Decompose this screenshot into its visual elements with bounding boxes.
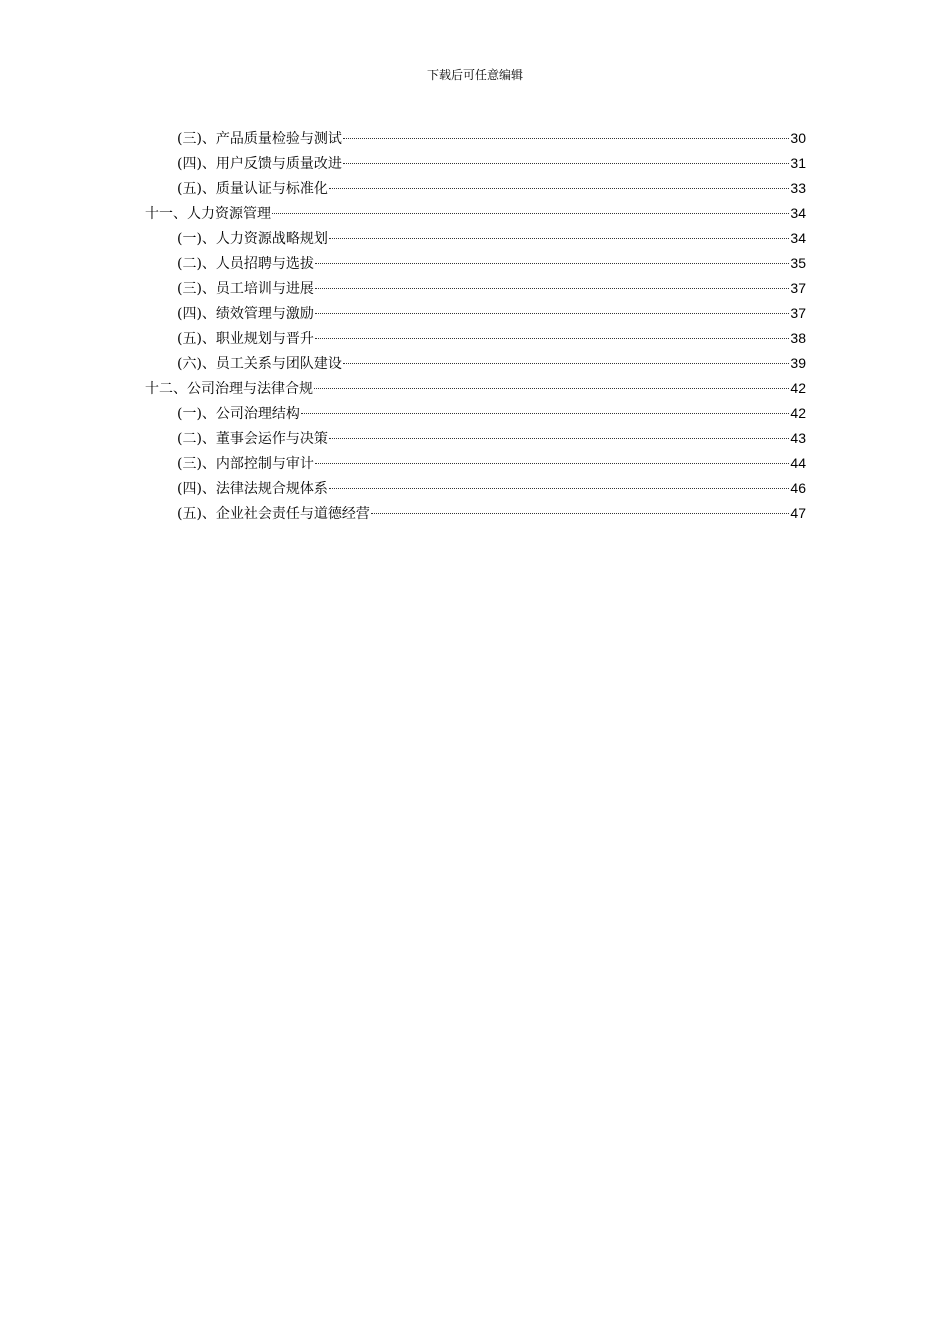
toc-entry-title: 十二、公司治理与法律合规 [145,381,313,397]
toc-dot-leader [315,313,789,314]
toc-entry-title: (四)、法律法规合规体系 [177,481,328,497]
toc-section-entry[interactable] [145,151,806,176]
toc-dot-leader [329,188,789,189]
toc-entry-page-number: 35 [790,255,806,271]
toc-dot-leader [343,363,789,364]
toc-entry-title: (五)、企业社会责任与道德经营 [177,506,370,522]
toc-section-entry[interactable] [145,451,806,476]
toc-entry-title: (三)、内部控制与审计 [177,456,314,472]
toc-entry-page-number: 38 [790,330,806,346]
toc-entry-page-number: 44 [790,455,806,471]
page-header: 下载后可任意编辑 [426,68,523,82]
toc-entry-page-number: 37 [790,280,806,296]
toc-entry-title: (二)、人员招聘与选拔 [177,256,314,272]
toc-entry-page-number: 30 [790,130,806,146]
toc-entry-page-number: 47 [790,505,806,521]
toc-entry-page-number: 34 [790,230,806,246]
toc-section-entry[interactable] [145,226,806,251]
toc-entry-page-number: 37 [790,305,806,321]
toc-dot-leader [371,513,789,514]
toc-dot-leader [315,263,789,264]
table-of-contents [145,126,806,526]
toc-entry-title: 十一、人力资源管理 [145,206,271,222]
toc-section-entry[interactable] [145,126,806,151]
toc-entry-page-number: 31 [790,155,806,171]
toc-entry-page-number: 39 [790,355,806,371]
toc-entry-title: (四)、绩效管理与激励 [177,306,314,322]
toc-dot-leader [343,163,789,164]
toc-dot-leader [301,413,789,414]
toc-dot-leader [343,138,789,139]
toc-section-entry[interactable] [145,401,806,426]
toc-dot-leader [329,488,789,489]
toc-entry-title: (二)、董事会运作与决策 [177,431,328,447]
toc-section-entry[interactable] [145,326,806,351]
toc-section-entry[interactable] [145,501,806,526]
toc-section-entry[interactable] [145,476,806,501]
toc-section-entry[interactable] [145,276,806,301]
toc-entry-page-number: 34 [790,205,806,221]
toc-entry-title: (一)、公司治理结构 [177,406,300,422]
toc-dot-leader [314,388,789,389]
toc-entry-page-number: 46 [790,480,806,496]
toc-entry-title: (五)、质量认证与标准化 [177,181,328,197]
toc-entry-title: (四)、用户反馈与质量改进 [177,156,342,172]
toc-dot-leader [315,463,789,464]
toc-entry-title: (六)、员工关系与团队建设 [177,356,342,372]
toc-section-entry[interactable] [145,251,806,276]
toc-entry-page-number: 33 [790,180,806,196]
toc-dot-leader [272,213,789,214]
toc-dot-leader [329,238,789,239]
toc-entry-page-number: 42 [790,405,806,421]
toc-section-entry[interactable] [145,351,806,376]
toc-entry-title: (五)、职业规划与晋升 [177,331,314,347]
toc-section-entry[interactable] [145,301,806,326]
toc-dot-leader [329,438,789,439]
toc-section-entry[interactable] [145,176,806,201]
toc-section-entry[interactable] [145,426,806,451]
toc-entry-title: (三)、员工培训与进展 [177,281,314,297]
toc-dot-leader [315,338,789,339]
toc-entry-title: (一)、人力资源战略规划 [177,231,328,247]
toc-entry-page-number: 42 [790,380,806,396]
toc-entry-title: (三)、产品质量检验与测试 [177,131,342,147]
toc-dot-leader [315,288,789,289]
toc-chapter-entry[interactable] [145,201,806,226]
toc-chapter-entry[interactable] [145,376,806,401]
toc-entry-page-number: 43 [790,430,806,446]
